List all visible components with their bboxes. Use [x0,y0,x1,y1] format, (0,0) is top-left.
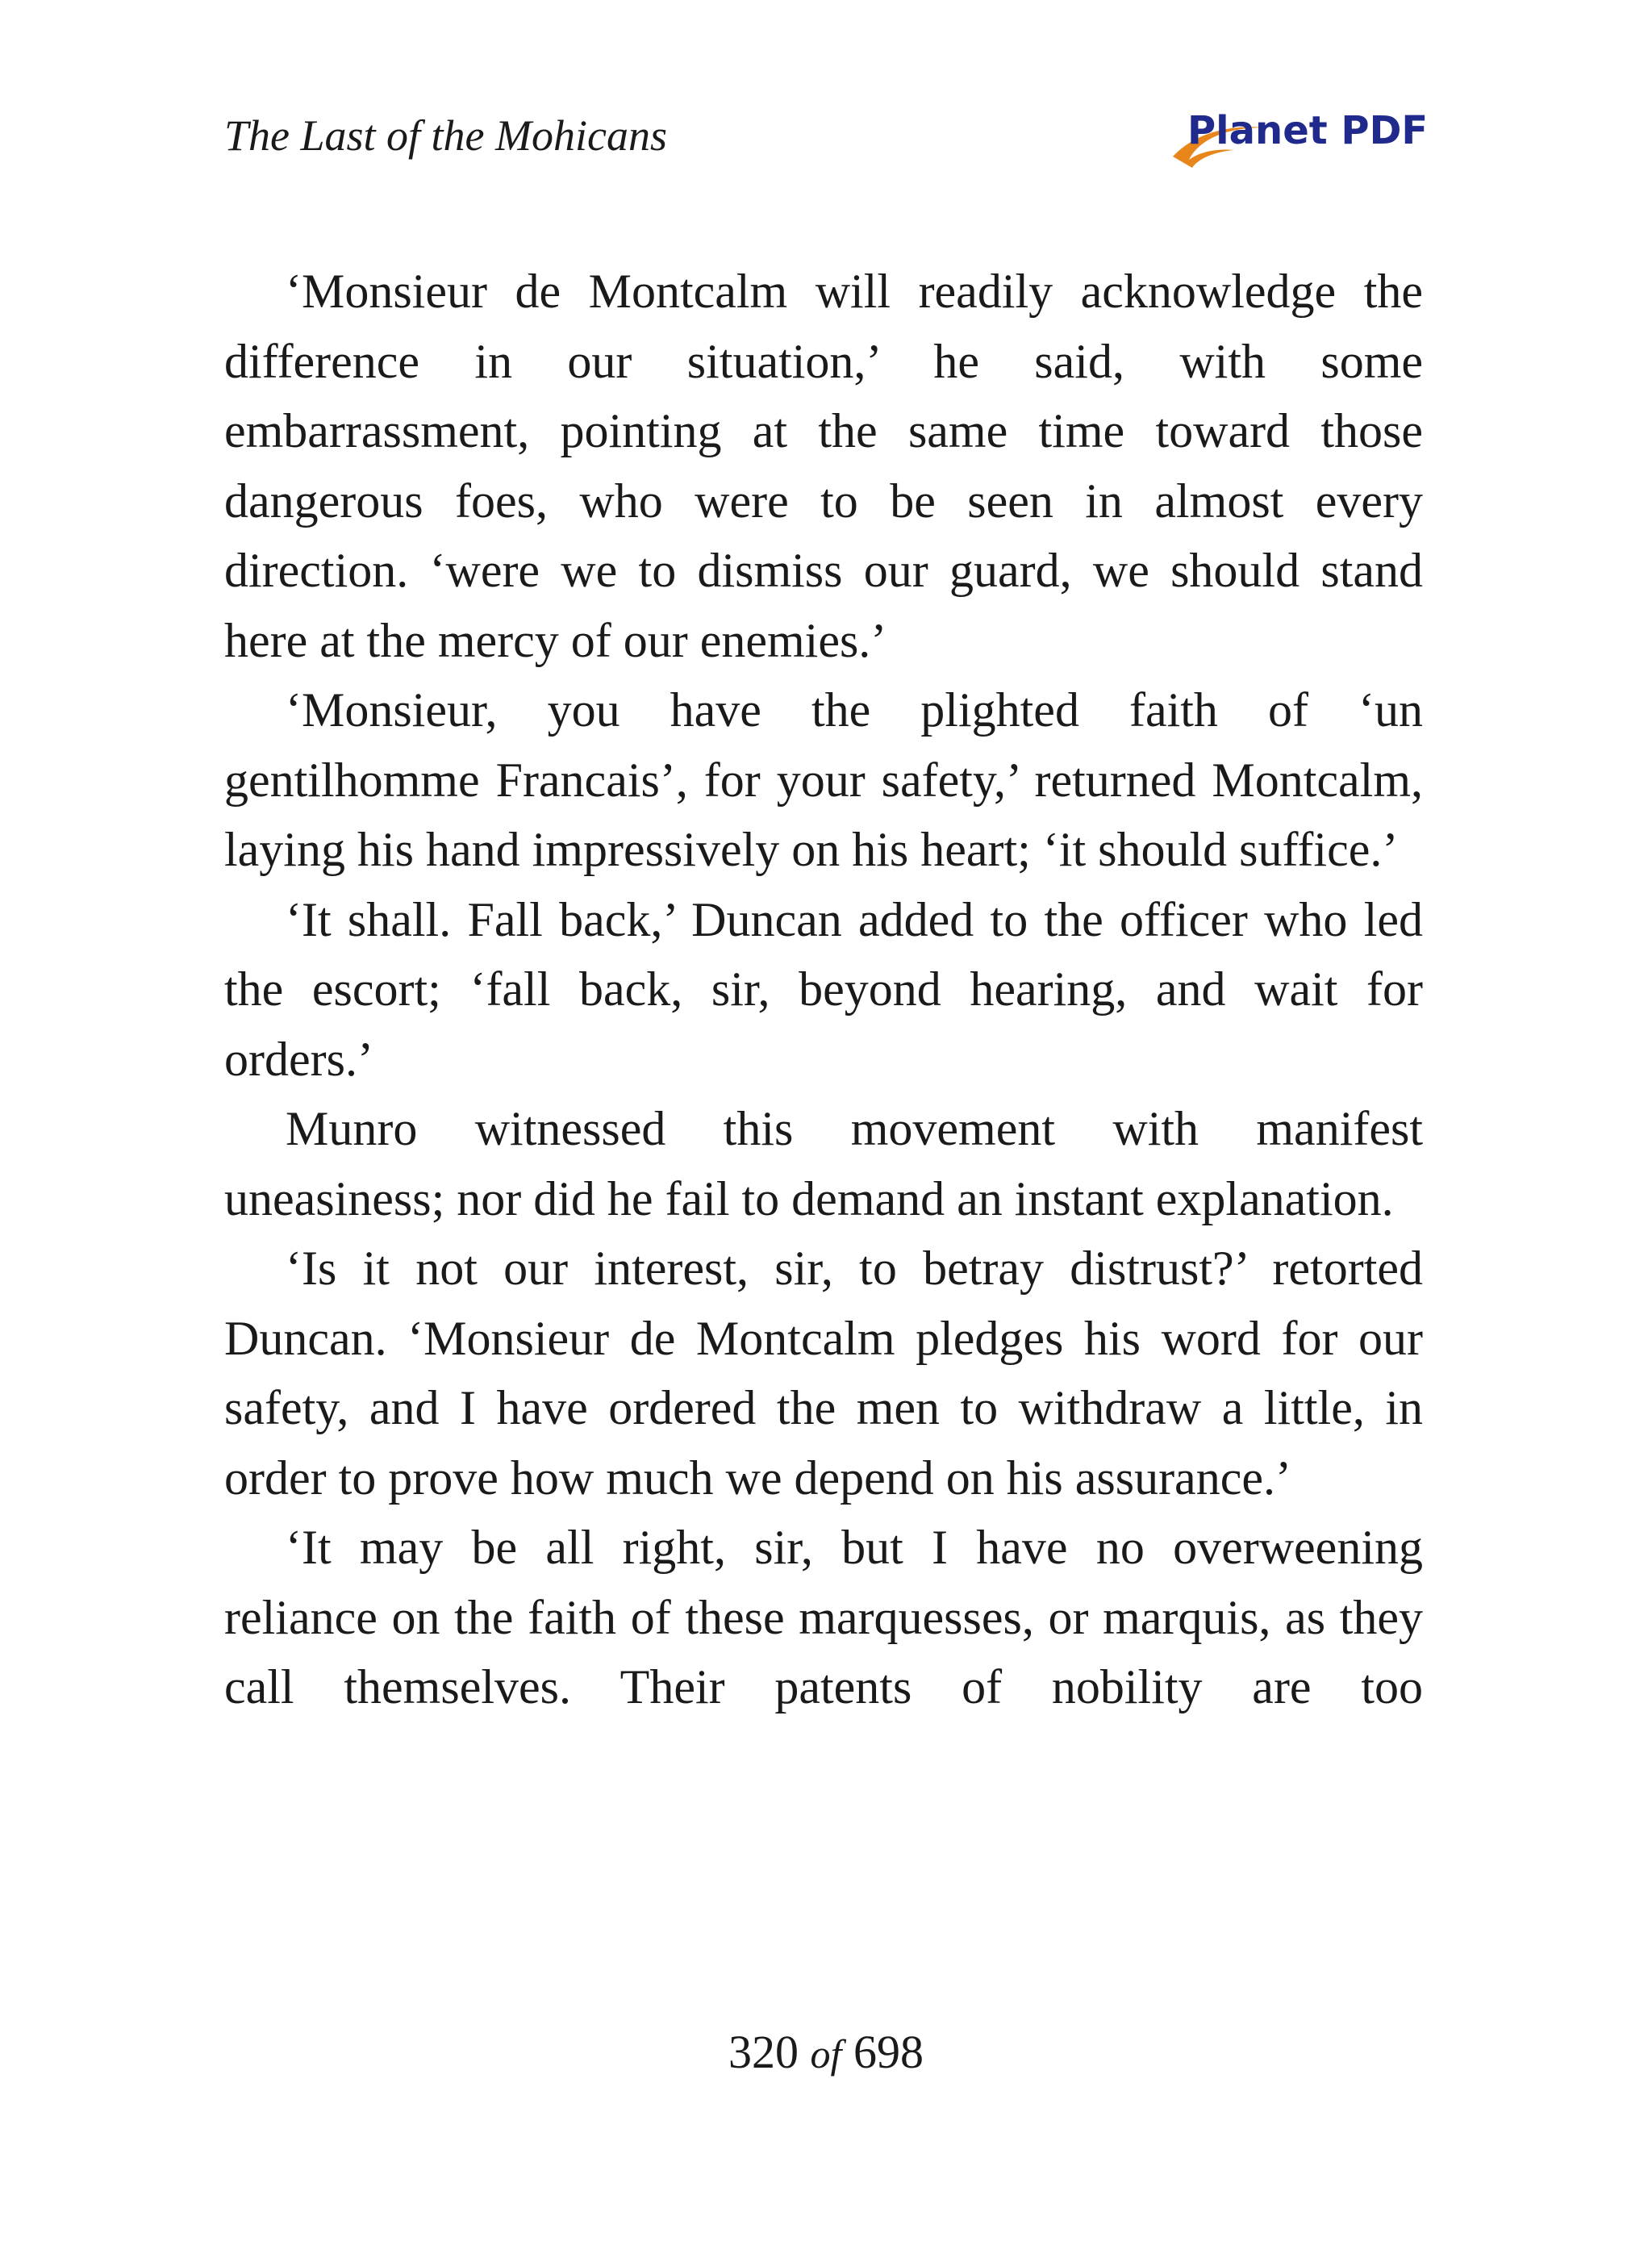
page-separator: of [810,2031,842,2077]
paragraph: ‘It shall. Fall back,’ Duncan added to the officer who led the escort; ‘fall back, sir, beyond hearing, and wait for orders.’ [224,892,1423,1086]
book-title: The Last of the Mohicans [224,111,667,160]
body-text [224,257,1423,1722]
paragraph: Munro witnessed this movement with manifest uneasiness; nor did he fail to demand an instant explanation. [224,1102,1423,1225]
paragraph: ‘Monsieur de Montcalm will readily acknowledge the difference in our situation,’ he said, with some embarrassment, pointing at the same time toward those dangerous foes, who were to be seen in almost every direction. ‘were we to dismiss our guard, we should stand here at the mercy of our enemies.’ [224,265,1423,667]
total-pages: 698 [853,2026,924,2078]
logo-text: Planet PDF [1187,108,1429,153]
paragraph: ‘It may be all right, sir, but I have no overweening reliance on the faith of these marquesses, or marquis, as they call themselves. Their patents of nobility are too [224,1521,1423,1713]
paragraph: ‘Is it not our interest, sir, to betray distrust?’ retorted Duncan. ‘Monsieur de Montcalm pledges his word for our safety, and I have ordered the men to withdraw a little, in order to prove how much we depend on his assurance.’ [224,1242,1423,1505]
planet-pdf-logo [1168,103,1434,171]
page-number [0,2020,1652,2086]
paragraph: ‘Monsieur, you have the plighted faith of ‘un gentilhomme Francais’, for your safety,’ returned Montcalm, laying his hand impressively on his heart; ‘it should suffice.’ [224,683,1423,876]
current-page: 320 [728,2026,799,2078]
